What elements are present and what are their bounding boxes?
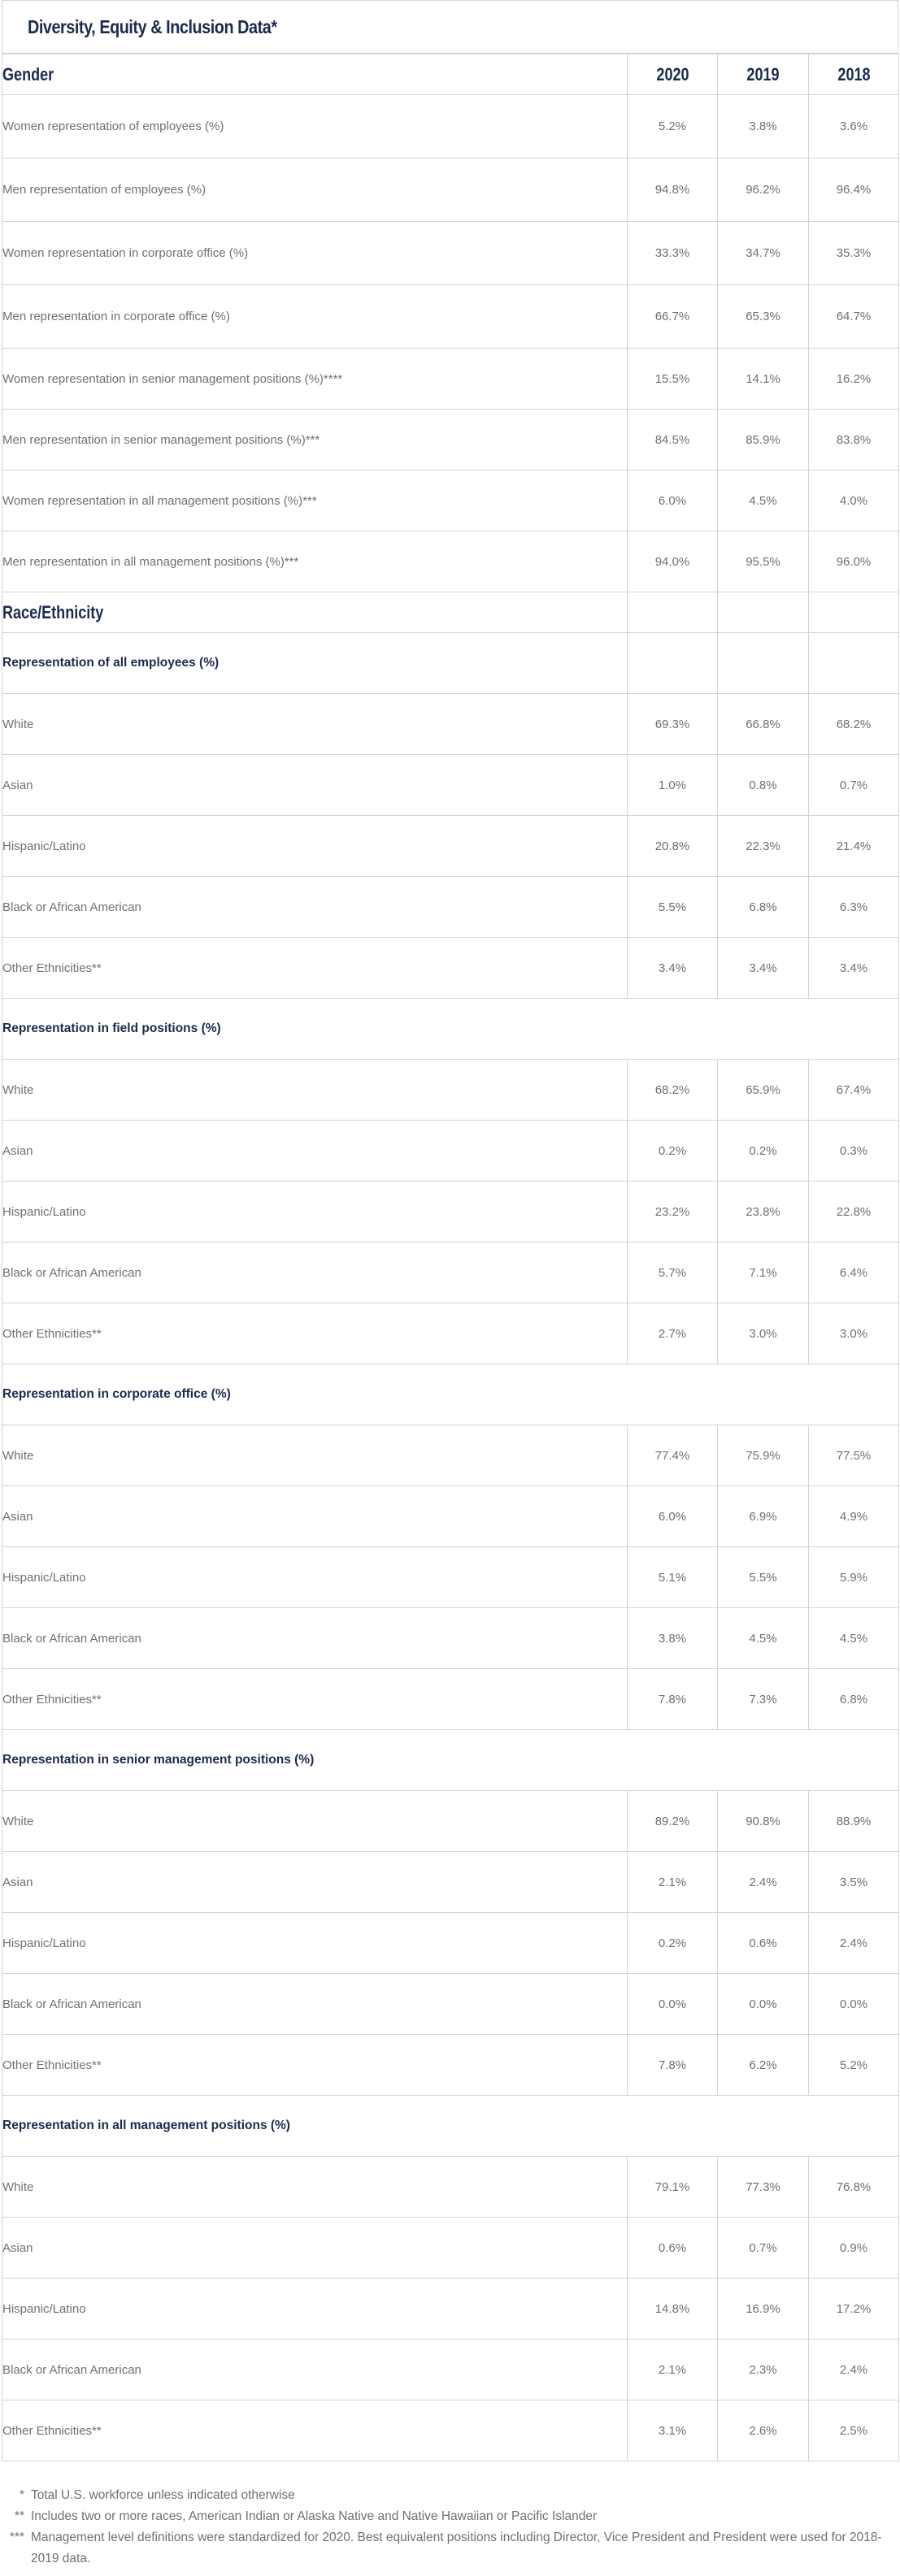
value-2018: 16.2% (809, 349, 899, 410)
value-2019: 7.3% (718, 1669, 809, 1730)
value-2020: 84.5% (628, 410, 718, 471)
row-label: Asian (2, 2218, 628, 2279)
gender-row (2, 410, 899, 471)
race-row (2, 1608, 899, 1669)
race-row (2, 2279, 899, 2340)
row-label: Black or African American (2, 2340, 628, 2400)
group-title: Representation of all employees (%) (2, 633, 628, 694)
value-2018: 0.9% (809, 2218, 899, 2279)
row-label: Other Ethnicities** (2, 2400, 628, 2461)
dei-table-body (2, 54, 899, 2461)
gender-row (2, 222, 899, 285)
group-title-row (2, 1364, 899, 1425)
value-2018: 22.8% (809, 1182, 899, 1242)
empty-cell (809, 633, 899, 694)
value-2019: 3.0% (718, 1303, 809, 1364)
value-2019: 90.8% (718, 1791, 809, 1852)
footnote-marker: *** (9, 2530, 24, 2544)
value-2018: 2.5% (809, 2400, 899, 2461)
row-label: Other Ethnicities** (2, 1669, 628, 1730)
value-2020: 15.5% (628, 349, 718, 410)
race-row (2, 1669, 899, 1730)
value-2020: 7.8% (628, 2035, 718, 2096)
value-2020: 0.2% (628, 1121, 718, 1182)
value-2020: 0.0% (628, 1974, 718, 2035)
race-row (2, 2035, 899, 2096)
value-2018: 4.5% (809, 1608, 899, 1669)
value-2020: 66.7% (628, 285, 718, 349)
value-2019: 6.2% (718, 2035, 809, 2096)
value-2020: 6.0% (628, 1486, 718, 1547)
value-2020: 68.2% (628, 1060, 718, 1121)
value-2018: 64.7% (809, 285, 899, 349)
value-2018: 4.0% (809, 471, 899, 531)
value-2019: 0.6% (718, 1913, 809, 1974)
gender-row (2, 95, 899, 158)
row-label: Black or African American (2, 1974, 628, 2035)
value-2018: 6.3% (809, 877, 899, 938)
value-2019: 7.1% (718, 1242, 809, 1303)
value-2018: 6.4% (809, 1242, 899, 1303)
value-2020: 2.1% (628, 2340, 718, 2400)
value-2018: 4.9% (809, 1486, 899, 1547)
value-2018: 5.9% (809, 1547, 899, 1608)
value-2020: 2.1% (628, 1852, 718, 1913)
footnote-marker: ** (14, 2509, 24, 2523)
footnote (0, 2485, 900, 2506)
value-2020: 0.2% (628, 1913, 718, 1974)
race-row (2, 1486, 899, 1547)
value-2020: 77.4% (628, 1425, 718, 1486)
gender-row (2, 349, 899, 410)
value-2020: 1.0% (628, 755, 718, 816)
row-label: Women representation in corporate office (%) (2, 222, 628, 285)
value-2019: 65.9% (718, 1060, 809, 1121)
race-row (2, 1547, 899, 1608)
gender-header-row (2, 54, 899, 95)
value-2018: 35.3% (809, 222, 899, 285)
row-label: Women representation in senior management positions (%)**** (2, 349, 628, 410)
value-2018: 77.5% (809, 1425, 899, 1486)
value-2020: 7.8% (628, 1669, 718, 1730)
value-2020: 0.6% (628, 2218, 718, 2279)
race-row (2, 1425, 899, 1486)
row-label: Men representation in corporate office (%) (2, 285, 628, 349)
value-2018: 83.8% (809, 410, 899, 471)
value-2018: 76.8% (809, 2157, 899, 2218)
value-2020: 6.0% (628, 471, 718, 531)
value-2020: 69.3% (628, 694, 718, 755)
race-row (2, 1121, 899, 1182)
value-2019: 0.7% (718, 2218, 809, 2279)
row-label: White (2, 2157, 628, 2218)
value-2019: 14.1% (718, 349, 809, 410)
value-2019: 16.9% (718, 2279, 809, 2340)
value-2020: 5.7% (628, 1242, 718, 1303)
footnote-text: Total U.S. workforce unless indicated otherwise (31, 2488, 295, 2502)
value-2020: 2.7% (628, 1303, 718, 1364)
value-2018: 2.4% (809, 2340, 899, 2400)
value-2020: 33.3% (628, 222, 718, 285)
value-2019: 2.3% (718, 2340, 809, 2400)
race-row (2, 2400, 899, 2461)
gender-row (2, 158, 899, 222)
value-2018: 0.0% (809, 1974, 899, 2035)
gender-row (2, 285, 899, 349)
row-label: Men representation in all management positions (%)*** (2, 531, 628, 592)
race-row (2, 1060, 899, 1121)
empty-cell (718, 592, 809, 633)
value-2020: 94.0% (628, 531, 718, 592)
value-2020: 5.1% (628, 1547, 718, 1608)
row-label: White (2, 694, 628, 755)
gender-heading: Gender (2, 54, 628, 95)
value-2018: 67.4% (809, 1060, 899, 1121)
group-title: Representation in field positions (%) (2, 999, 899, 1060)
value-2019: 6.8% (718, 877, 809, 938)
group-title: Representation in senior management positions (%) (2, 1730, 899, 1791)
value-2020: 5.2% (628, 95, 718, 158)
row-label: Men representation of employees (%) (2, 158, 628, 222)
row-label: Asian (2, 1121, 628, 1182)
group-title-row (2, 1730, 899, 1791)
value-2019: 66.8% (718, 694, 809, 755)
value-2019: 77.3% (718, 2157, 809, 2218)
value-2019: 85.9% (718, 410, 809, 471)
footnote-text: Management level definitions were standardized for 2020. Best equivalent positions including Director, Vice President and President were used for 2018-2019 data. (31, 2530, 882, 2565)
value-2019: 75.9% (718, 1425, 809, 1486)
value-2019: 6.9% (718, 1486, 809, 1547)
value-2020: 79.1% (628, 2157, 718, 2218)
row-label: Hispanic/Latino (2, 1547, 628, 1608)
group-title-row (2, 633, 899, 694)
row-label: Hispanic/Latino (2, 2279, 628, 2340)
value-2019: 96.2% (718, 158, 809, 222)
row-label: Asian (2, 1852, 628, 1913)
race-row (2, 1182, 899, 1242)
value-2018: 3.6% (809, 95, 899, 158)
value-2018: 88.9% (809, 1791, 899, 1852)
race-row (2, 1913, 899, 1974)
row-label: Asian (2, 755, 628, 816)
value-2018: 96.0% (809, 531, 899, 592)
value-2018: 3.5% (809, 1852, 899, 1913)
footnotes (0, 2485, 900, 2569)
row-label: White (2, 1060, 628, 1121)
value-2019: 3.4% (718, 938, 809, 999)
value-2018: 5.2% (809, 2035, 899, 2096)
value-2020: 89.2% (628, 1791, 718, 1852)
group-title: Representation in all management positions (%) (2, 2096, 899, 2157)
race-row (2, 877, 899, 938)
race-header-row (2, 592, 899, 633)
value-2018: 68.2% (809, 694, 899, 755)
value-2019: 34.7% (718, 222, 809, 285)
value-2019: 65.3% (718, 285, 809, 349)
group-title-row (2, 999, 899, 1060)
race-row (2, 2218, 899, 2279)
row-label: Other Ethnicities** (2, 2035, 628, 2096)
footnote (0, 2506, 900, 2527)
race-heading: Race/Ethnicity (2, 592, 628, 633)
value-2019: 0.8% (718, 755, 809, 816)
year-header-2020: 2020 (628, 54, 718, 95)
year-header-2018: 2018 (809, 54, 899, 95)
value-2018: 96.4% (809, 158, 899, 222)
value-2020: 5.5% (628, 877, 718, 938)
group-title-row (2, 2096, 899, 2157)
value-2018: 3.4% (809, 938, 899, 999)
page-title: Diversity, Equity & Inclusion Data* (27, 15, 277, 37)
footnote-text: Includes two or more races, American Indian or Alaska Native and Native Hawaiian or Pacific Islander (31, 2509, 598, 2523)
value-2020: 14.8% (628, 2279, 718, 2340)
value-2018: 0.7% (809, 755, 899, 816)
value-2018: 6.8% (809, 1669, 899, 1730)
value-2019: 22.3% (718, 816, 809, 877)
dei-table (2, 54, 899, 2461)
title-bar (2, 0, 898, 54)
race-row (2, 1791, 899, 1852)
value-2020: 94.8% (628, 158, 718, 222)
value-2019: 23.8% (718, 1182, 809, 1242)
row-label: Men representation in senior management positions (%)*** (2, 410, 628, 471)
row-label: Hispanic/Latino (2, 1913, 628, 1974)
race-row (2, 2157, 899, 2218)
value-2019: 95.5% (718, 531, 809, 592)
value-2019: 0.0% (718, 1974, 809, 2035)
empty-cell (628, 592, 718, 633)
gender-row (2, 531, 899, 592)
row-label: Black or African American (2, 1608, 628, 1669)
value-2020: 3.8% (628, 1608, 718, 1669)
value-2018: 3.0% (809, 1303, 899, 1364)
empty-cell (809, 592, 899, 633)
gender-row (2, 471, 899, 531)
value-2019: 2.6% (718, 2400, 809, 2461)
row-label: Hispanic/Latino (2, 1182, 628, 1242)
footnote-marker: * (19, 2488, 24, 2502)
race-row (2, 1852, 899, 1913)
footnote (0, 2527, 900, 2569)
race-row (2, 694, 899, 755)
group-title: Representation in corporate office (%) (2, 1364, 899, 1425)
value-2019: 4.5% (718, 471, 809, 531)
row-label: White (2, 1791, 628, 1852)
value-2018: 0.3% (809, 1121, 899, 1182)
empty-cell (718, 633, 809, 694)
year-header-2019: 2019 (718, 54, 809, 95)
value-2018: 2.4% (809, 1913, 899, 1974)
row-label: Black or African American (2, 1242, 628, 1303)
value-2020: 23.2% (628, 1182, 718, 1242)
value-2019: 3.8% (718, 95, 809, 158)
row-label: Other Ethnicities** (2, 938, 628, 999)
race-row (2, 2340, 899, 2400)
race-row (2, 1303, 899, 1364)
race-row (2, 1242, 899, 1303)
row-label: Other Ethnicities** (2, 1303, 628, 1364)
race-row (2, 816, 899, 877)
value-2018: 17.2% (809, 2279, 899, 2340)
row-label: White (2, 1425, 628, 1486)
row-label: Black or African American (2, 877, 628, 938)
row-label: Asian (2, 1486, 628, 1547)
row-label: Women representation in all management positions (%)*** (2, 471, 628, 531)
value-2018: 21.4% (809, 816, 899, 877)
row-label: Hispanic/Latino (2, 816, 628, 877)
value-2020: 3.1% (628, 2400, 718, 2461)
empty-cell (628, 633, 718, 694)
race-row (2, 938, 899, 999)
value-2020: 3.4% (628, 938, 718, 999)
value-2019: 2.4% (718, 1852, 809, 1913)
value-2020: 20.8% (628, 816, 718, 877)
value-2019: 0.2% (718, 1121, 809, 1182)
value-2019: 5.5% (718, 1547, 809, 1608)
race-row (2, 755, 899, 816)
row-label: Women representation of employees (%) (2, 95, 628, 158)
value-2019: 4.5% (718, 1608, 809, 1669)
race-row (2, 1974, 899, 2035)
